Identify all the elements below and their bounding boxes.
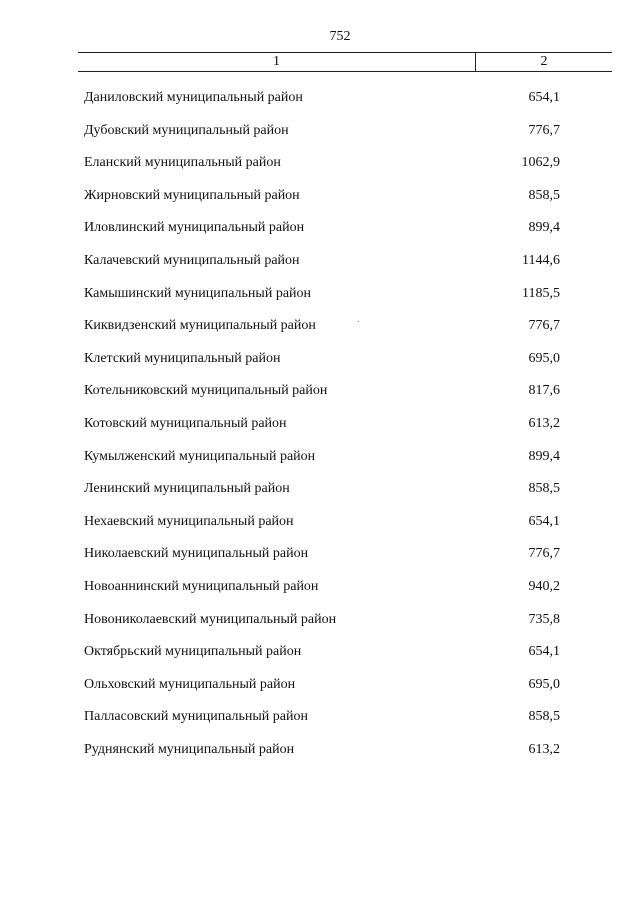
table-row — [0, 742, 640, 775]
district-value: 776,7 — [528, 318, 560, 334]
table-row — [0, 155, 640, 188]
table-row — [0, 220, 640, 253]
district-name: Нехаевский муниципальный район — [84, 513, 294, 529]
table-row — [0, 612, 640, 645]
district-name: Руднянский муниципальный район — [84, 741, 295, 757]
table-header — [78, 52, 612, 72]
district-name: Новоаннинский муниципальный район — [84, 578, 319, 594]
district-value: 695,0 — [528, 676, 560, 692]
district-name: Октябрьский муниципальный район — [84, 644, 302, 660]
district-value: 776,7 — [528, 546, 560, 562]
table-row — [0, 318, 640, 351]
district-value: 654,1 — [528, 513, 560, 529]
table-row — [0, 709, 640, 742]
column-header-1: 1 — [273, 54, 280, 69]
district-value: 1185,5 — [522, 285, 560, 301]
district-value: 858,5 — [528, 481, 560, 497]
district-name: Калачевский муниципальный район — [84, 252, 300, 268]
district-value: 654,1 — [528, 644, 560, 660]
district-value: 613,2 — [528, 741, 560, 757]
district-name: Клетский муниципальный район — [84, 350, 281, 366]
district-value: 899,4 — [528, 220, 560, 236]
district-name: Киквидзенский муниципальный район — [84, 318, 316, 334]
district-value: 613,2 — [528, 415, 560, 431]
district-value: 1062,9 — [521, 155, 560, 171]
district-value: 654,1 — [528, 90, 560, 105]
table-row — [0, 644, 640, 677]
page-number: 752 — [329, 29, 351, 44]
district-name: Новониколаевский муниципальный район — [84, 611, 337, 627]
district-value: 858,5 — [528, 187, 560, 203]
district-name: Жирновский муниципальный район — [84, 187, 300, 203]
table-row — [0, 416, 640, 449]
district-value: 735,8 — [528, 611, 560, 627]
district-name: Дубовский муниципальный район — [84, 122, 289, 138]
table-row — [0, 579, 640, 612]
table-row — [0, 481, 640, 514]
table-row — [0, 449, 640, 482]
district-name: Ольховский муниципальный район — [84, 676, 296, 692]
district-value: 817,6 — [528, 383, 560, 399]
district-value: 858,5 — [528, 709, 560, 725]
district-name: Ленинский муниципальный район — [84, 481, 290, 497]
table-row — [0, 514, 640, 547]
table-body — [0, 90, 640, 774]
table-row — [0, 123, 640, 156]
table-row — [0, 253, 640, 286]
district-value: 1144,6 — [522, 252, 560, 268]
district-name: Кумылженский муниципальный район — [84, 448, 316, 464]
column-header-2: 2 — [540, 54, 548, 69]
district-name: Еланский муниципальный район — [84, 155, 281, 171]
district-name: Николаевский муниципальный район — [84, 546, 309, 562]
table-row — [0, 351, 640, 384]
table-row — [0, 383, 640, 416]
district-value: 899,4 — [528, 448, 560, 464]
district-name: Котовский муниципальный район — [84, 415, 287, 431]
table-row — [0, 188, 640, 221]
table-row — [0, 677, 640, 710]
table-row — [0, 90, 640, 123]
district-name: Иловлинский муниципальный район — [84, 220, 305, 236]
district-name: Палласовский муниципальный район — [84, 709, 308, 725]
district-name: Камышинский муниципальный район — [84, 285, 312, 301]
district-name: Котельниковский муниципальный район — [84, 383, 328, 399]
district-value: 695,0 — [528, 350, 560, 366]
table-row — [0, 546, 640, 579]
table-row — [0, 286, 640, 319]
district-name: Даниловский муниципальный район — [84, 90, 303, 105]
district-value: 776,7 — [528, 122, 560, 138]
district-value: 940,2 — [528, 578, 560, 594]
